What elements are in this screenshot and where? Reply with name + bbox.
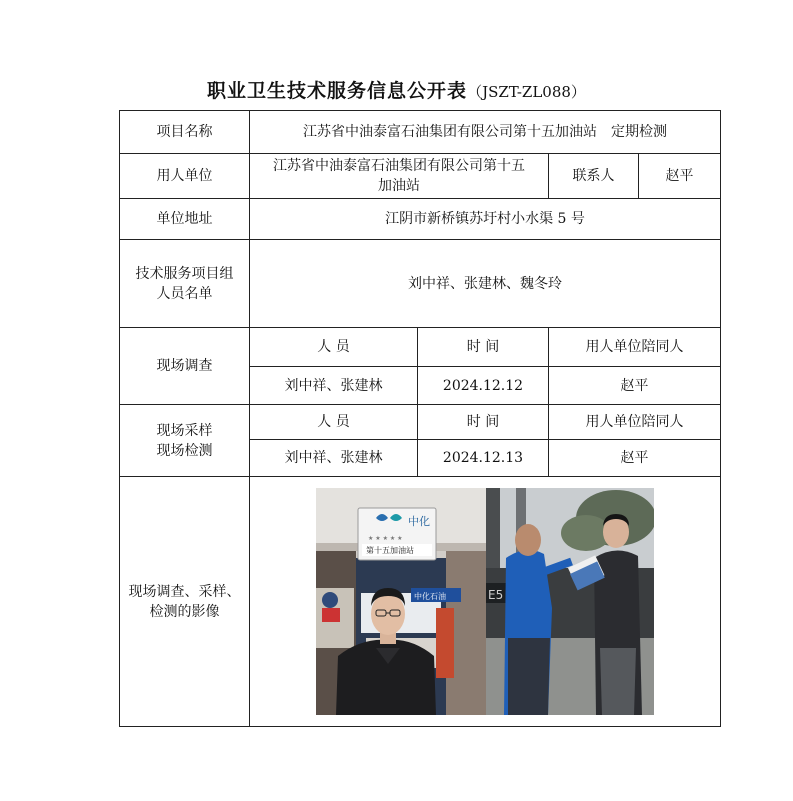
survey-col-person: 人 员 [250, 328, 418, 367]
images-label: 现场调查、采样、检测的影像 [120, 477, 250, 727]
employer-label: 用人单位 [120, 154, 250, 199]
sampling-time: 2024.12.13 [418, 440, 549, 477]
sampling-person: 刘中祥、张建林 [250, 440, 418, 477]
station-photo-drawing [316, 488, 486, 715]
sign-brand-text: 中化 [408, 515, 430, 528]
sign-station-text: 第十五加油站 [366, 546, 414, 555]
sampling-col-escort: 用人单位陪同人 [549, 405, 721, 440]
sampling-col-time: 时 间 [418, 405, 549, 440]
survey-person: 刘中祥、张建林 [250, 367, 418, 405]
sampling-escort: 赵平 [549, 440, 721, 477]
images-cell [250, 477, 721, 727]
info-table [119, 110, 721, 727]
address-value: 江阴市新桥镇苏圩村小水渠 5 号 [250, 199, 721, 240]
project-value: 江苏省中油泰富石油集团有限公司第十五加油站 定期检测 [250, 111, 721, 154]
contact-value: 赵平 [639, 154, 721, 199]
address-label: 单位地址 [120, 199, 250, 240]
team-value: 刘中祥、张建林、魏冬玲 [250, 240, 721, 328]
sampling-label-line2: 现场检测 [156, 442, 213, 459]
workers-photo-drawing [486, 488, 654, 715]
team-label: 技术服务项目组人员名单 [120, 240, 250, 328]
svg-text:★ ★ ★ ★ ★: ★ ★ ★ ★ ★ [368, 535, 403, 542]
survey-col-escort: 用人单位陪同人 [549, 328, 721, 367]
plate-text: E5 [488, 588, 504, 602]
title-text: 职业卫生技术服务信息公开表 [207, 80, 468, 102]
pump-brand-text: 中化石油 [414, 592, 446, 601]
photo-station-sign [316, 488, 486, 715]
sampling-label-line1: 现场采样 [156, 422, 213, 439]
contact-label: 联系人 [549, 154, 639, 199]
survey-label: 现场调查 [120, 328, 250, 405]
survey-col-time: 时 间 [418, 328, 549, 367]
employer-value: 江苏省中油泰富石油集团有限公司第十五加油站 [250, 154, 549, 199]
form-code: （JSZT-ZL088） [467, 83, 586, 101]
survey-escort: 赵平 [549, 367, 721, 405]
survey-time: 2024.12.12 [418, 367, 549, 405]
page-title [0, 76, 793, 103]
sampling-label [120, 405, 250, 477]
photo-workers-outdoor [486, 488, 654, 715]
sampling-col-person: 人 员 [250, 405, 418, 440]
project-label: 项目名称 [120, 111, 250, 154]
site-photos [316, 488, 654, 715]
